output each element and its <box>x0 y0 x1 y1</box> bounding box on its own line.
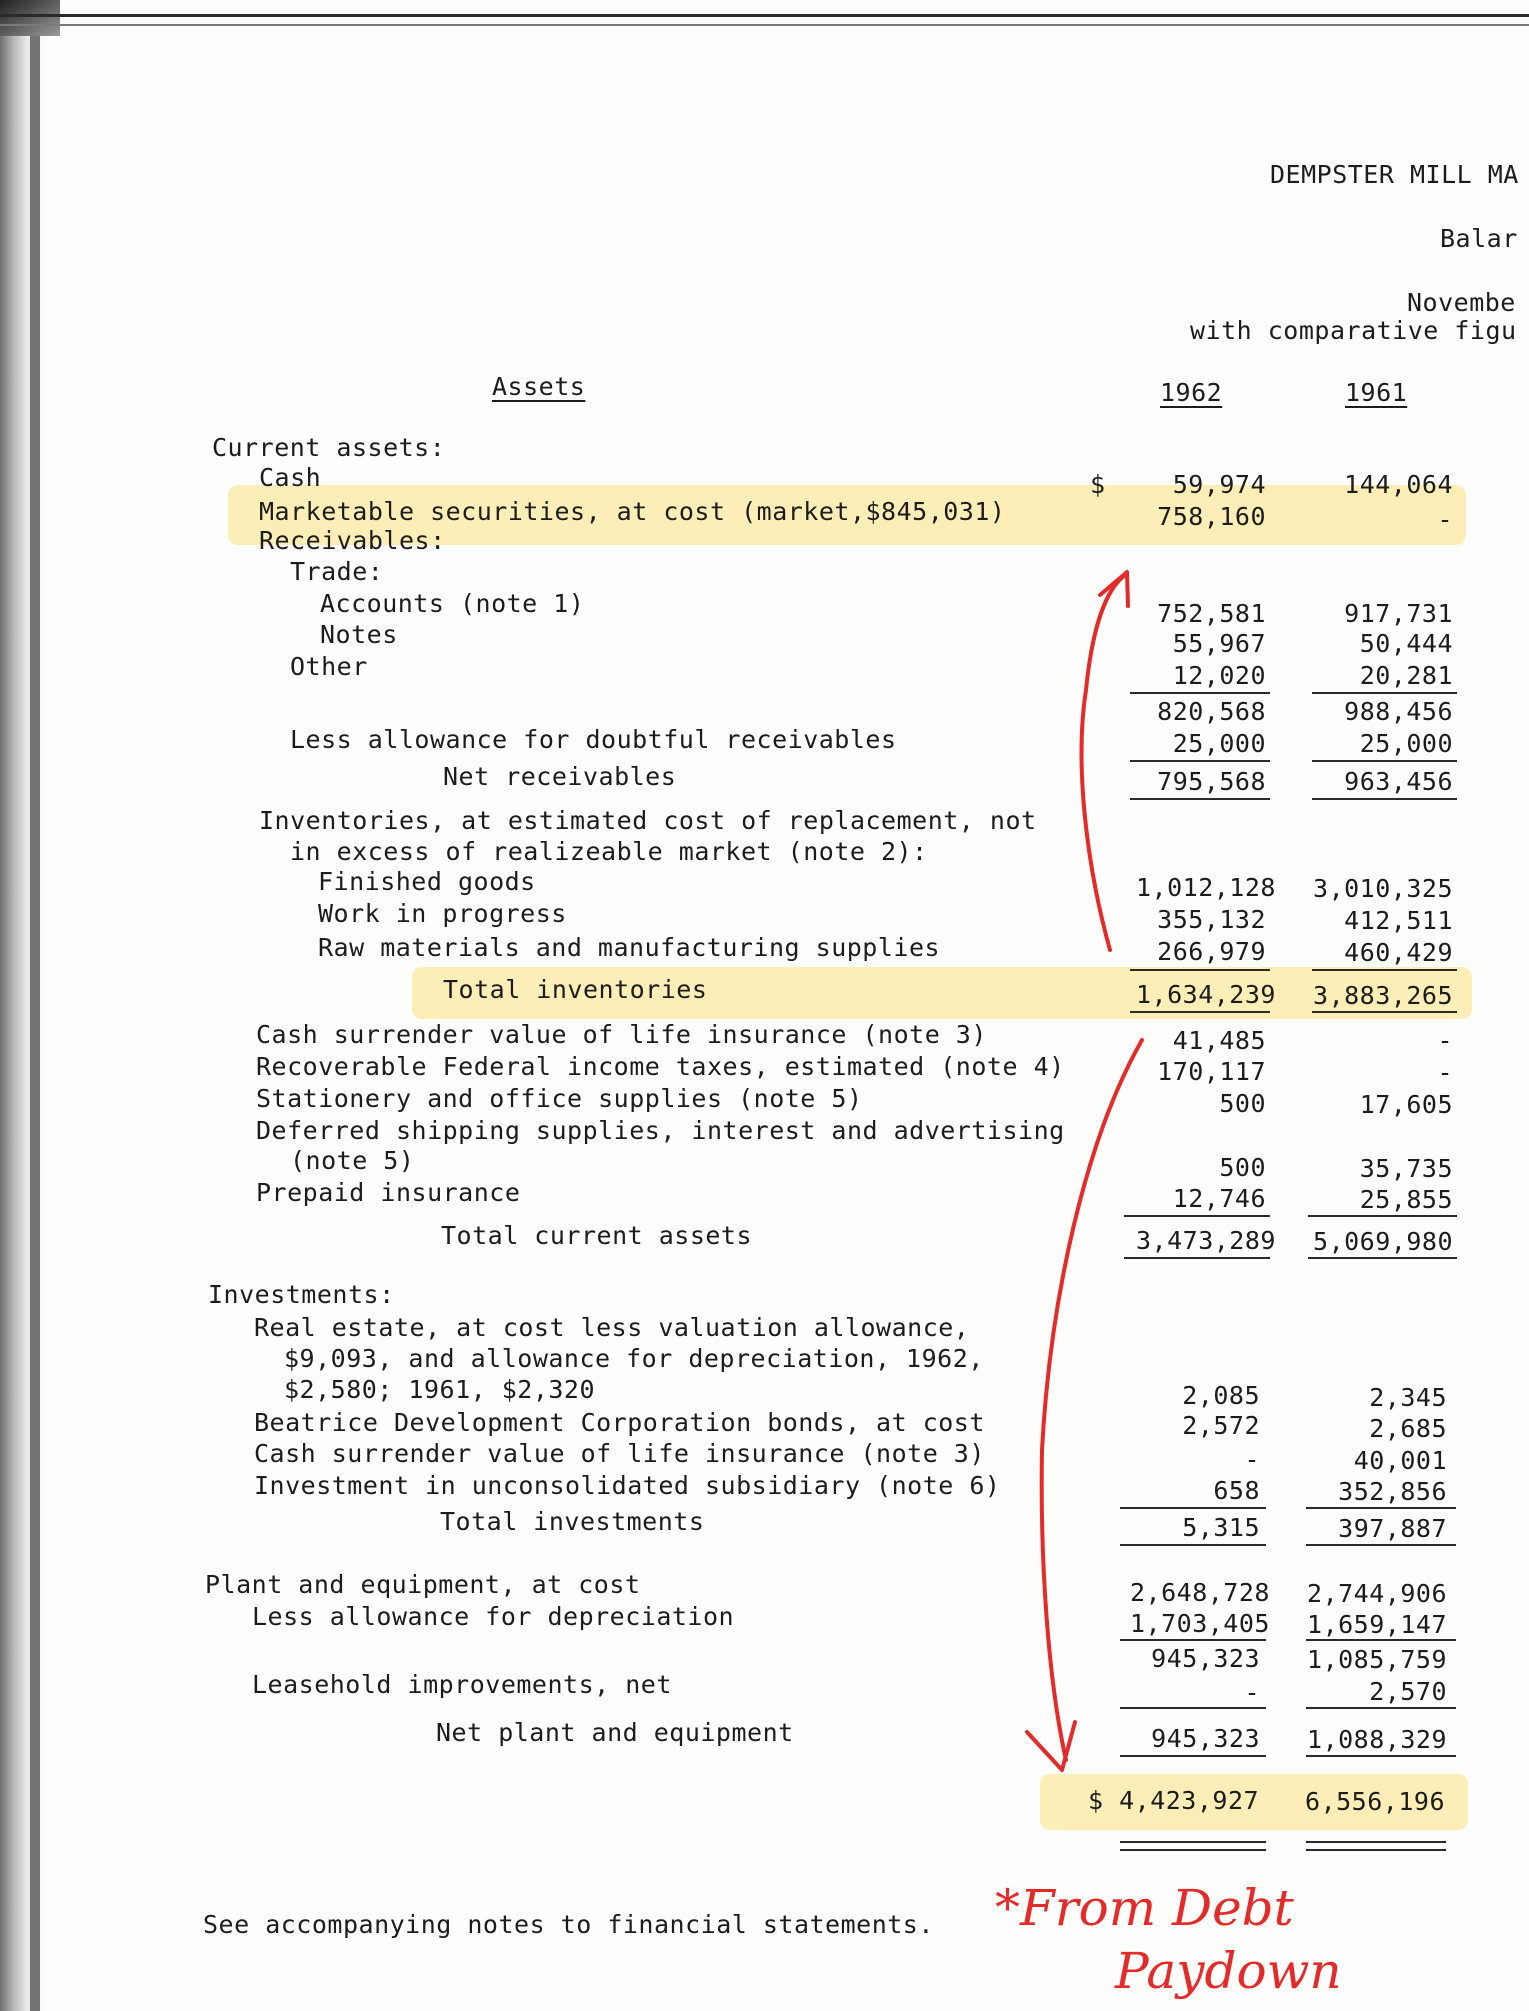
depreciation-1961: 1,659,147 <box>1307 1610 1447 1639</box>
depreciation-label: Less allowance for depreciation <box>252 1602 735 1631</box>
real-estate-label-line3: $2,580; 1961, $2,320 <box>284 1375 596 1404</box>
year-1961-heading: 1961 <box>1345 378 1408 407</box>
trade-heading: Trade: <box>290 557 384 586</box>
real-estate-1961: 2,345 <box>1369 1383 1447 1412</box>
total-current-assets-1961: 5,069,980 <box>1313 1227 1453 1256</box>
total-current-assets-label: Total current assets <box>441 1221 753 1250</box>
plant-equipment-label: Plant and equipment, at cost <box>205 1570 641 1599</box>
depreciation-1962: 1,703,405 <box>1130 1609 1270 1638</box>
work-in-progress-1961: 412,511 <box>1344 906 1453 935</box>
allowance-doubtful-1962: 25,000 <box>1172 729 1266 758</box>
leasehold-1961: 2,570 <box>1369 1677 1447 1706</box>
net-receivables-1962: 795,568 <box>1157 767 1266 796</box>
plant-subtotal-1961: 1,085,759 <box>1307 1645 1447 1674</box>
stationery-1962: 500 <box>1219 1089 1266 1118</box>
work-in-progress-label: Work in progress <box>318 899 567 928</box>
deferred-shipping-label-line2: (note 5) <box>290 1146 415 1175</box>
grand-total-1962: $ 4,423,927 <box>1088 1786 1260 1815</box>
total-inventories-label: Total inventories <box>443 975 708 1004</box>
raw-materials-label: Raw materials and manufacturing supplies <box>318 933 941 962</box>
other-1962: 12,020 <box>1172 661 1266 690</box>
recoverable-taxes-label: Recoverable Federal income taxes, estimated (note 4) <box>256 1052 1065 1081</box>
raw-materials-1961: 460,429 <box>1344 938 1453 967</box>
year-1962-heading: 1962 <box>1160 378 1223 407</box>
net-plant-label: Net plant and equipment <box>436 1718 794 1747</box>
investments-heading: Investments: <box>208 1280 395 1309</box>
assets-heading: Assets <box>492 372 586 401</box>
plant-equipment-1961: 2,744,906 <box>1307 1579 1447 1608</box>
cash-label: Cash <box>259 463 322 492</box>
red-arrow-down-stroke <box>1042 1040 1142 1760</box>
statement-date: Novembe <box>1407 288 1516 317</box>
total-investments-1962: 5,315 <box>1182 1513 1260 1542</box>
finished-goods-label: Finished goods <box>318 867 536 896</box>
inventories-heading-line2: in excess of realizeable market (note 2): <box>290 837 928 866</box>
prepaid-insurance-1961: 25,855 <box>1359 1185 1453 1214</box>
net-plant-1962: 945,323 <box>1151 1724 1260 1753</box>
stationery-label: Stationery and office supplies (note 5) <box>256 1084 863 1113</box>
marketable-securities-label: Marketable securities, at cost (market,$845,031) <box>259 497 1006 526</box>
deferred-shipping-1962: 500 <box>1219 1153 1266 1182</box>
net-receivables-1961: 963,456 <box>1344 767 1453 796</box>
deferred-shipping-1961: 35,735 <box>1359 1154 1453 1183</box>
other-label: Other <box>290 652 368 681</box>
cash-1962: 59,974 <box>1172 470 1266 499</box>
dollar-sign: $ <box>1090 470 1106 499</box>
plant-subtotal-1962: 945,323 <box>1151 1644 1260 1673</box>
prepaid-insurance-label: Prepaid insurance <box>256 1178 521 1207</box>
subsidiary-1961: 352,856 <box>1338 1477 1447 1506</box>
annotation-line2: Paydown <box>1115 1942 1342 2000</box>
red-arrow-down-head <box>1027 1722 1075 1770</box>
total-current-assets-1962: 3,473,289 <box>1136 1226 1276 1255</box>
subsidiary-label: Investment in unconsolidated subsidiary (note 6) <box>254 1471 1001 1500</box>
annotation-line1: *From Debt <box>995 1879 1294 1937</box>
stationery-1961: 17,605 <box>1359 1090 1453 1119</box>
total-investments-1961: 397,887 <box>1338 1514 1447 1543</box>
csv-life-insurance-1962: 41,485 <box>1172 1026 1266 1055</box>
inventories-heading-line1: Inventories, at estimated cost of replacement, not <box>259 806 1037 835</box>
allowance-doubtful-1961: 25,000 <box>1359 729 1453 758</box>
real-estate-1962: 2,085 <box>1182 1381 1260 1410</box>
subsidiary-1962: 658 <box>1213 1476 1260 1505</box>
marketable-securities-1962: 758,160 <box>1157 502 1266 531</box>
plant-equipment-1962: 2,648,728 <box>1130 1578 1270 1607</box>
inv-csv-life-insurance-1962: - <box>1244 1445 1260 1474</box>
deferred-shipping-label-line1: Deferred shipping supplies, interest and advertising <box>256 1116 1065 1145</box>
comparative-figures-line: with comparative figu <box>1190 316 1517 345</box>
net-plant-1961: 1,088,329 <box>1307 1725 1447 1754</box>
finished-goods-1962: 1,012,128 <box>1136 873 1276 902</box>
recoverable-taxes-1961: - <box>1437 1058 1453 1087</box>
real-estate-label-line2: $9,093, and allowance for depreciation, 1962, <box>284 1344 984 1373</box>
accounts-label: Accounts (note 1) <box>320 589 585 618</box>
accounts-1962: 752,581 <box>1157 599 1266 628</box>
work-in-progress-1962: 355,132 <box>1157 905 1266 934</box>
other-1961: 20,281 <box>1359 661 1453 690</box>
receivables-subtotal-1961: 988,456 <box>1344 697 1453 726</box>
marketable-securities-1961: - <box>1437 505 1453 534</box>
notes-1962: 55,967 <box>1172 629 1266 658</box>
raw-materials-1962: 266,979 <box>1157 937 1266 966</box>
allowance-doubtful-label: Less allowance for doubtful receivables <box>290 725 897 754</box>
beatrice-bonds-1961: 2,685 <box>1369 1414 1447 1443</box>
current-assets-heading: Current assets: <box>212 433 446 462</box>
leasehold-1962: - <box>1244 1678 1260 1707</box>
company-name: DEMPSTER MILL MA <box>1270 160 1519 189</box>
total-investments-label: Total investments <box>440 1507 705 1536</box>
prepaid-insurance-1962: 12,746 <box>1172 1184 1266 1213</box>
net-receivables-label: Net receivables <box>443 762 677 791</box>
finished-goods-1961: 3,010,325 <box>1313 874 1453 903</box>
leasehold-label: Leasehold improvements, net <box>252 1670 672 1699</box>
receivables-heading: Receivables: <box>259 526 446 555</box>
inv-csv-life-insurance-1961: 40,001 <box>1353 1446 1447 1475</box>
total-inventories-1962: 1,634,239 <box>1136 980 1276 1009</box>
footer-note: See accompanying notes to financial statements. <box>203 1910 934 1939</box>
cash-1961: 144,064 <box>1344 470 1453 499</box>
csv-life-insurance-1961: - <box>1437 1026 1453 1055</box>
beatrice-bonds-label: Beatrice Development Corporation bonds, at cost <box>254 1408 985 1437</box>
receivables-subtotal-1962: 820,568 <box>1157 697 1266 726</box>
accounts-1961: 917,731 <box>1344 599 1453 628</box>
beatrice-bonds-1962: 2,572 <box>1182 1411 1260 1440</box>
inv-csv-life-insurance-label: Cash surrender value of life insurance (note 3) <box>254 1439 985 1468</box>
total-inventories-1961: 3,883,265 <box>1313 981 1453 1010</box>
recoverable-taxes-1962: 170,117 <box>1157 1057 1266 1086</box>
csv-life-insurance-label: Cash surrender value of life insurance (note 3) <box>256 1020 987 1049</box>
notes-1961: 50,444 <box>1359 629 1453 658</box>
real-estate-label-line1: Real estate, at cost less valuation allowance, <box>254 1313 970 1342</box>
red-arrow-up-stroke <box>1082 575 1125 950</box>
statement-title: Balar <box>1440 224 1518 253</box>
notes-label: Notes <box>320 620 398 649</box>
grand-total-1961: 6,556,196 <box>1305 1787 1445 1816</box>
